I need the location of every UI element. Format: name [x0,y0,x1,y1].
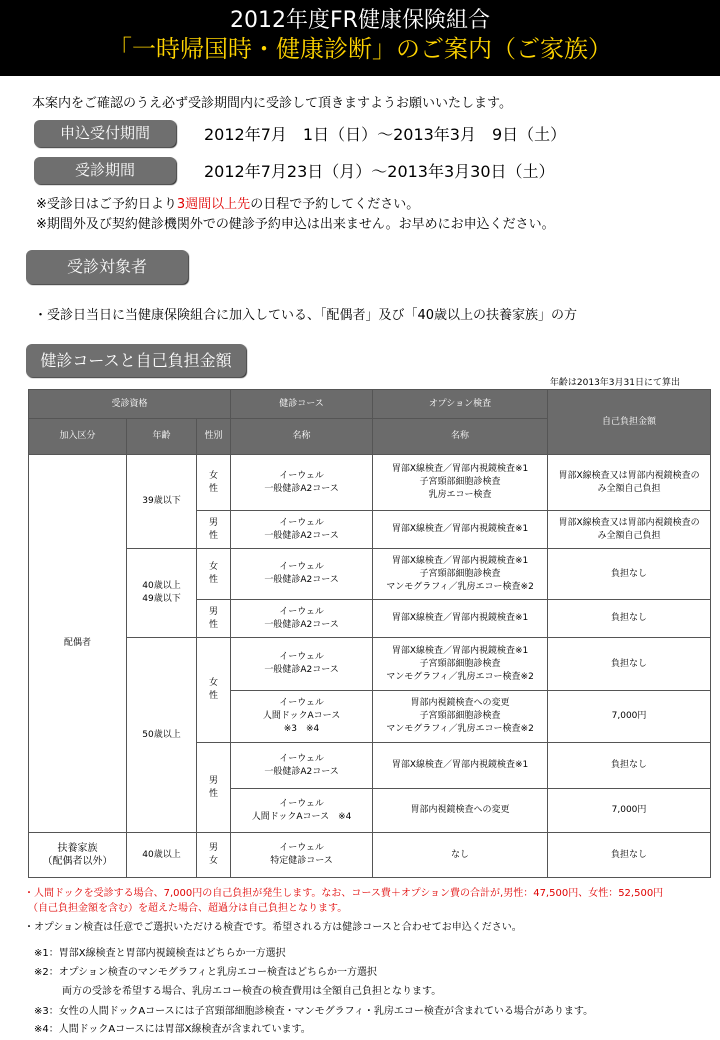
cell-age-50: 50歳以上 [127,638,197,833]
note-deadline: ※期間外及び契約健診機関外での健診予約申込は出来ません。お早めにお申込ください。 [36,217,555,232]
header-category: 加入区分 [29,419,127,455]
cell-option: 胃部内視鏡検査への変更 子宮頸部細胞診検査 マンモグラフィ／乳房エコー検査※2 [373,691,548,743]
cell-age-40-49: 40歳以上49歳以下 [127,549,197,638]
dock-cost-note: ・人間ドックを受診する場合、7,000円の自己負担が発生します。なお、コース費＋オプション費の合計が,男性：47,500円、女性：52,500円 [24,888,664,899]
cell-option: 胃部X線検査／胃部内視鏡検査※1 子宮頸部細胞診検査 マンモグラフィ／乳房エコー検査※2 [373,549,548,600]
cell-option: 胃部X線検査／胃部内視鏡検査※1 子宮頸部細胞診検査 マンモグラフィ／乳房エコー検査※2 [373,638,548,691]
cell-cost: 負担なし [548,833,711,878]
cell-course: イーウェル 一般健診A2コース [231,600,373,638]
cell-option: 胃部X線検査／胃部内視鏡検査※1 子宮頸部細胞診検査 乳房エコー検査 [373,455,548,511]
header-sex: 性別 [197,419,231,455]
dock-cost-note-2: （自己負担金額を含む）を超えた場合、超過分は自己負担となります。 [28,903,348,914]
option-note: ・オプション検査は任意でご選択いただける検査です。希望される方は健診コースと合わせてお申込ください。 [24,922,522,933]
cell-age-39: 39歳以下 [127,455,197,549]
cell-option: 胃部X線検査／胃部内視鏡検査※1 [373,743,548,789]
cell-course: イーウェル 一般健診A2コース [231,549,373,600]
table-row [29,455,711,511]
age-basis-note: 年齢は2013年3月31日にて算出 [549,378,680,388]
cell-cost: 7,000円 [548,789,711,833]
note-reservation [36,193,419,212]
cell-course: イーウェル 一般健診A2コース [231,638,373,691]
header-course-name: 名称 [231,419,373,455]
cell-cost: 負担なし [548,743,711,789]
cell-course: イーウェル 特定健診コース [231,833,373,878]
footnote-2: ※2：オプション検査のマンモグラフィと乳房エコー検査はどちらか一方選択 [34,967,378,978]
cell-course: イーウェル 一般健診A2コース [231,455,373,511]
footnote-4: ※4：人間ドックAコースには胃部X線検査が含まれています。 [34,1024,311,1035]
cell-sex-male: 男 性 [197,743,231,833]
cell-course: イーウェル 人間ドックAコース ※4 [231,789,373,833]
course-label: 健診コースと自己負担金額 [26,344,246,377]
footnote-3: ※3：女性の人間ドックAコースには子宮頸部細胞診検査・マンモグラフィ・乳房エコー検査が含まれている場合があります。 [34,1006,594,1017]
cell-option: 胃部X線検査／胃部内視鏡検査※1 [373,600,548,638]
table-row [29,833,711,878]
cell-cost: 7,000円 [548,691,711,743]
cell-cost: 負担なし [548,600,711,638]
cell-sex-female: 女 性 [197,638,231,743]
application-period-label: 申込受付期間 [34,120,176,147]
application-period-value: 2012年7月 1日（日）～2013年3月 9日（土） [204,125,567,144]
header-option-name: 名称 [373,419,548,455]
note-reservation-after: の日程で予約してください。 [250,197,420,212]
cell-sex-male: 男 性 [197,600,231,638]
exam-period-label: 受診期間 [34,157,176,184]
table-row [29,638,711,691]
cell-cost: 胃部X線検査又は胃部内視鏡検査のみ全額自己負担 [548,511,711,549]
header-qualification: 受診資格 [29,390,231,419]
header-age: 年齢 [127,419,197,455]
target-label: 受診対象者 [26,250,188,284]
cell-course: イーウェル 一般健診A2コース [231,743,373,789]
cell-cost: 負担なし [548,549,711,600]
cell-category-dependent: 扶養家族 （配偶者以外） [29,833,127,878]
cell-course: イーウェル 人間ドックAコース ※3 ※4 [231,691,373,743]
cell-cost: 負担なし [548,638,711,691]
header-cost: 自己負担金額 [548,390,711,455]
footnote-1: ※1：胃部X線検査と胃部内視鏡検査はどちらか一方選択 [34,948,286,959]
target-text: ・受診日当日に当健康保険組合に加入している、「配偶者」及び「40歳以上の扶養家族」の方 [34,308,578,323]
table-row [29,549,711,600]
header-course: 健診コース [231,390,373,419]
page-title: 2012年度FR健康保険組合 [230,8,490,33]
page-subtitle: 「一時帰国時・健康診断」のご案内（ご家族） [108,35,612,63]
cell-option: 胃部内視鏡検査への変更 [373,789,548,833]
cell-sex-female: 女 性 [197,549,231,600]
cell-category-spouse: 配偶者 [29,455,127,833]
cell-sex-female: 女 性 [197,455,231,511]
note-reservation-before: ※受診日はご予約日より [36,197,177,212]
intro-text: 本案内をご確認のうえ必ず受診期間内に受診して頂きますようお願いいたします。 [32,96,512,111]
cell-sex-male-female: 男 女 [197,833,231,878]
footnote-2b: 両方の受診を希望する場合、乳房エコー検査の検査費用は全額自己負担となります。 [62,986,442,997]
course-table [28,389,711,878]
table-header-row [29,390,711,419]
header-banner [0,0,720,76]
cell-sex-male: 男 性 [197,511,231,549]
cell-age-40plus: 40歳以上 [127,833,197,878]
header-option: オプション検査 [373,390,548,419]
cell-course: イーウェル 一般健診A2コース [231,511,373,549]
cell-cost: 胃部X線検査又は胃部内視鏡検査のみ全額自己負担 [548,455,711,511]
cell-option: 胃部X線検査／胃部内視鏡検査※1 [373,511,548,549]
note-reservation-highlight: 3週間以上先 [176,197,251,212]
cell-option: なし [373,833,548,878]
exam-period-value: 2012年7月23日（月）～2013年3月30日（土） [204,162,555,181]
